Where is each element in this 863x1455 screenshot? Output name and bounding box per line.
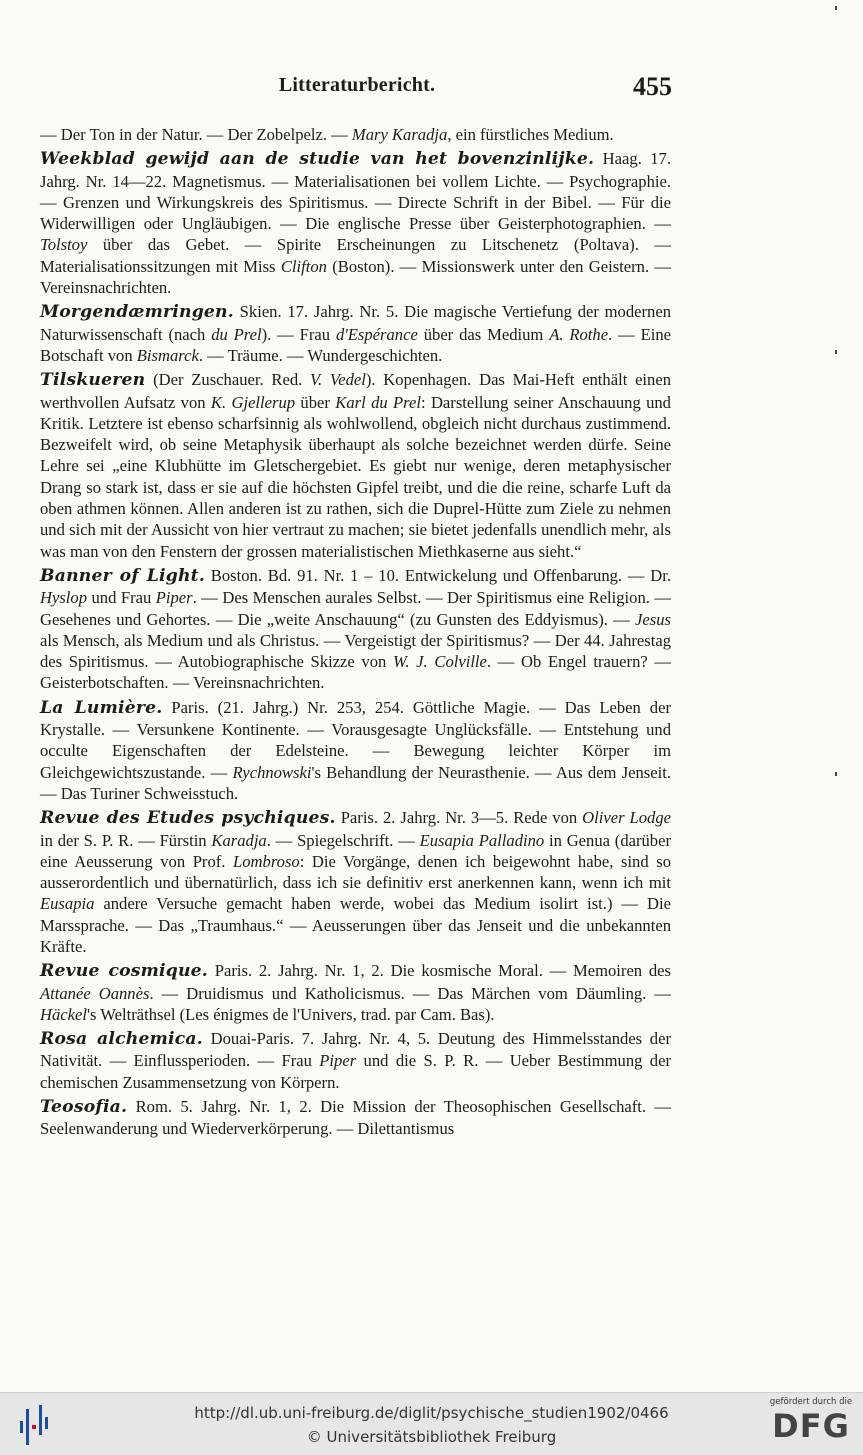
italic-name: Hyslop bbox=[40, 588, 88, 608]
entry-text: — Der Ton in der Natur. — Der Zobelpelz. — bbox=[40, 125, 352, 144]
journal-title: Revue des Etudes psychiques. bbox=[40, 808, 336, 829]
viewer-footer bbox=[0, 1392, 863, 1455]
bibliography-entry bbox=[40, 1096, 671, 1140]
italic-name: W. J. Colville bbox=[393, 652, 487, 672]
italic-name: Karadja bbox=[211, 830, 267, 850]
journal-title: Banner of Light. bbox=[40, 565, 206, 586]
scan-edge-mark bbox=[835, 350, 837, 354]
journal-title: Revue cosmique. bbox=[40, 961, 208, 982]
entry-text: . — Spiegelschrift. — bbox=[266, 830, 420, 850]
copyright-text: © Universitätsbibliothek Freiburg bbox=[306, 1428, 557, 1446]
entry-text: . — Ob Engel trauern? — Geisterbotschaften. — Vereinsnachrichten. bbox=[40, 652, 672, 693]
journal-title: Teosofia. bbox=[40, 1097, 128, 1118]
italic-name: Eusapia Palladino bbox=[419, 830, 545, 850]
scan-edge-mark bbox=[835, 6, 837, 10]
entry-text: Paris. 2. Jahrg. Nr. 3—5. Rede von bbox=[335, 808, 583, 828]
page-number: 455 bbox=[633, 72, 672, 101]
entry-text: (Boston). — Missionswerk unter den Geistern. — Vereinsnachrichten. bbox=[40, 256, 671, 298]
entry-text: 's Behandlung der Neurasthenie. — Aus dem Jenseit. — Das Turiner Schweisstuch. bbox=[40, 762, 671, 803]
bibliography-entry bbox=[40, 565, 671, 694]
entry-text: ). Kopenhagen. Das Mai-Heft enthält einen werthvollen Aufsatz von bbox=[40, 370, 671, 412]
italic-name: Häckel bbox=[40, 1004, 87, 1024]
bibliography-entry bbox=[40, 807, 671, 957]
entry-text: (Der Zuschauer. Red. bbox=[145, 370, 311, 390]
italic-name: Jesus bbox=[635, 609, 671, 629]
italic-name: Piper bbox=[155, 588, 193, 608]
entry-text: . — Eine Botschaft von bbox=[40, 324, 671, 365]
italic-name: Bismarck bbox=[136, 345, 199, 365]
entry-text: Rom. 5. Jahrg. Nr. 1, 2. Die Mission der Theosophischen Gesellschaft. — Seelenwanderung und Wiederverkörperung. — Dilettantismus bbox=[40, 1097, 671, 1139]
bibliography-entry bbox=[40, 697, 671, 804]
bibliography-entry bbox=[40, 1028, 671, 1093]
entry-text: Paris. (21. Jahrg.) Nr. 253, 254. Göttliche Magie. — Das Leben der Krystalle. — Versunkene Kontinente. — Vorausgesagte Unglücksfälle. — Entstehung und occulte Eigenschaften der Edelsteine. — Bewegung leichter Körper im Gleichgewichtszustande. — bbox=[40, 697, 671, 782]
italic-name: Lombroso bbox=[233, 851, 300, 871]
italic-name: Rychnowski bbox=[232, 762, 312, 782]
entry-text: : Die Vorgänge, denen ich beigewohnt habe, sind so ausserordentlich und übernatürlich, dass ich sie definitiv erst anerkennen kann, wenn ich mit bbox=[40, 851, 671, 893]
italic-name: K. Gjellerup bbox=[210, 392, 296, 412]
journal-title: La Lumière. bbox=[40, 697, 163, 718]
bibliography-entry bbox=[40, 960, 671, 1025]
entry-text: Boston. Bd. 91. Nr. 1 – 10. Entwickelung und Offenbarung. — Dr. bbox=[205, 565, 671, 585]
italic-name: V. Vedel bbox=[310, 370, 366, 390]
entry-text: über bbox=[295, 392, 336, 412]
italic-name: Karl du Prel bbox=[335, 392, 421, 412]
entry-text: und Frau bbox=[87, 588, 156, 608]
running-title: Litteraturbericht. bbox=[278, 74, 436, 96]
italic-name: du Prel bbox=[211, 324, 262, 344]
entry-text: . — Des Menschen aurales Selbst. — Der Spiritismus eine Religion. — Gesehenes und Gehortes. — Die „weite Anschauung“ (zu Gunsten des Eddyismus). — bbox=[40, 588, 671, 629]
italic-name: d'Espérance bbox=[335, 324, 418, 344]
bibliography-entry bbox=[40, 369, 671, 562]
entry-text: in der S. P. R. — Fürstin bbox=[40, 830, 212, 850]
journal-title: Tilskueren bbox=[40, 370, 146, 391]
page-header bbox=[42, 74, 672, 108]
entry-text: Haag. 17. Jahrg. Nr. 14—22. Magnetismus. — Materialisationen bei vollem Lichte. — Psychographie. — Grenzen und Wirkungskreis des Spiritismus. — Directe Schrift in der Bibel. — Für die Widerwilligen oder Ungläubigen. — Die englische Presse über Geisterphotographien. — bbox=[40, 149, 672, 234]
entry-text: über das Gebet. — Spirite Erscheinungen zu Litschenetz (Poltava). — Materialisationssitzungen mit Miss bbox=[40, 235, 671, 276]
entry-text: ). — Frau bbox=[261, 324, 336, 344]
bibliography-entry bbox=[40, 148, 671, 298]
entry-text: als Mensch, als Medium und als Christus. — Vergeistigt der Spiritismus? — Der 44. Jahrestag des Spiritismus. — Autobiographische Skizze von bbox=[40, 630, 671, 672]
entry-text: Skien. 17. Jahrg. Nr. 5. Die magische Vertiefung der modernen Naturwissenschaft (nach bbox=[40, 302, 671, 344]
journal-title: Rosa alchemica. bbox=[40, 1029, 203, 1050]
journal-title: Morgendæmringen. bbox=[40, 302, 234, 323]
italic-name: Attanée Oannès bbox=[40, 983, 150, 1003]
italic-name: A. Rothe bbox=[549, 324, 609, 344]
entry-text: andere Versuche gemacht haben werde, wobei das Medium isolirt ist.) — Die Marssprache. — Das „Traumhaus.“ — Aeusserungen über das Jenseit und die unbekannten Kräfte. bbox=[40, 894, 671, 956]
italic-name: Piper bbox=[319, 1051, 357, 1071]
scan-edge-mark bbox=[835, 772, 837, 776]
entry-text: Douai-Paris. 7. Jahrg. Nr. 4, 5. Deutung des Himmelsstandes der Nativität. — Einflussperioden. — Frau bbox=[40, 1029, 671, 1071]
italic-name: Tolstoy bbox=[40, 235, 88, 255]
dfg-logo: DFG bbox=[772, 1407, 850, 1445]
article-body bbox=[40, 124, 671, 1143]
entry-text: : Darstellung seiner Anschauung und Kritik. Letztere ist ebenso scharfsinnig als wohlwollend, obgleich nicht durchaus zustimmend. Bezweifelt wird, ob seine Metaphysik überhaupt als solche bezeichnet werden dürfe. Seine Lehre sei „eine Klubhütte im Gletschergebiet. Es giebt nur wenige, deren metaphysischer Drang so stark ist, dass er sie auf die höchsten Gipfel treibt, und die die reine, scharfe Luft da oben athmen können. Allen anderen ist zu rathen, sich die Duprel-Hütte zum Ziele zu nehmen und sich mit der Aussicht von hier vertraut zu machen; sie bietet jedenfalls unendlich mehr, als was man von den Fenstern der grossen materialistischen Miethkaserne aus sieht.“ bbox=[40, 392, 671, 561]
bibliography-entry bbox=[40, 301, 671, 366]
italic-name: Eusapia bbox=[40, 894, 95, 914]
italic-name: Mary Karadja bbox=[351, 125, 448, 144]
entry-text: . — Träume. — Wundergeschichten. bbox=[198, 345, 443, 365]
dfg-funding-badge bbox=[767, 1397, 855, 1451]
italic-name: Oliver Lodge bbox=[582, 808, 671, 828]
entry-text: , ein fürstliches Medium. bbox=[447, 125, 614, 144]
italic-name: Clifton bbox=[280, 256, 327, 276]
entry-text: . — Druidismus und Katholicismus. — Das Märchen vom Däumling. — bbox=[149, 983, 671, 1003]
bibliography-entry bbox=[40, 124, 671, 145]
entry-text: Paris. 2. Jahrg. Nr. 1, 2. Die kosmische Moral. — Memoiren des bbox=[208, 961, 671, 981]
entry-text: in Genua (darüber eine Aeusserung von Prof. bbox=[40, 830, 671, 871]
journal-title: Weekblad gewijd aan de studie van het bovenzinlijke. bbox=[40, 149, 595, 170]
entry-text: über das Medium bbox=[417, 324, 550, 344]
dfg-note: gefördert durch die bbox=[769, 1397, 853, 1407]
entry-text: und die S. P. R. — Ueber Bestimmung der chemischen Zusammensetzung von Körpern. bbox=[40, 1051, 671, 1092]
document-url-link[interactable]: http://dl.ub.uni-freiburg.de/diglit/psychische_studien1902/0466 bbox=[194, 1404, 669, 1422]
entry-text: 's Welträthsel (Les énigmes de l'Univers, trad. par Cam. Bas). bbox=[87, 1004, 495, 1024]
